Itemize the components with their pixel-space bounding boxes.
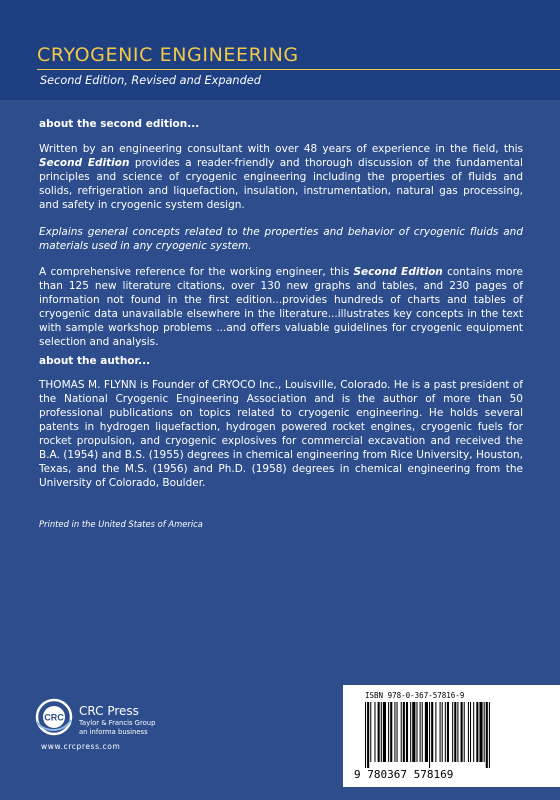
barcode-bar	[454, 702, 456, 762]
barcode-bar	[425, 702, 428, 762]
barcode-bar	[476, 702, 478, 762]
isbn-label: ISBN 978-0-367-57816-9	[365, 691, 465, 700]
barcode-bar	[422, 702, 423, 762]
barcode-bar	[381, 702, 382, 762]
barcode-bar	[473, 702, 474, 762]
author-bio-text: THOMAS M. FLYNN is Founder of CRYOCO Inc., Louisville, Colorado. He is a past president of the National Cryogenic Engineering Association and is the author of more than 50 professional publications on topics related to cryogenic engineering. He holds several patents in hydrogen liquefaction, hydrogen powered rocket engines, cryogenic fuels for rocket propulsion, and cryogenic explosives for commercial excavation and received the B.A. (1954) and B.S. (1955) degrees in chemical engineering from Rice University, Houston, Texas, and the M.S. (1956) and Ph.D. (1958) degrees in chemical engineering from the University of Colorado, Boulder.	[39, 379, 523, 489]
barcode-bar	[445, 702, 446, 762]
barcode-bar	[394, 702, 395, 762]
barcode-bar	[374, 702, 375, 762]
publisher-url: www.crcpress.com	[41, 742, 121, 751]
printed-in-note: Printed in the United States of America	[39, 519, 203, 529]
barcode-bar	[370, 702, 371, 762]
barcode-bars	[363, 702, 545, 768]
barcode-bar	[447, 702, 449, 762]
barcode-bar	[470, 702, 471, 762]
barcode-bar	[440, 702, 441, 762]
publisher-name: CRC Press	[79, 704, 139, 718]
barcode-bar	[464, 702, 465, 762]
barcode-bar	[403, 702, 405, 762]
barcode-bar	[420, 702, 421, 762]
barcode-bar	[431, 702, 433, 762]
barcode-bar	[442, 702, 443, 762]
book-title: CRYOGENIC ENGINEERING	[37, 44, 299, 66]
barcode-panel	[343, 685, 560, 787]
barcode-bar	[489, 702, 490, 768]
about-edition-paragraph-3	[39, 265, 523, 349]
crc-press-logo-icon	[33, 696, 75, 738]
barcode-bar	[461, 702, 463, 762]
barcode-bar	[390, 702, 392, 762]
barcode-bar	[457, 702, 458, 762]
barcode-bar	[383, 702, 386, 762]
publisher-line-2: an informa business	[79, 728, 148, 736]
barcode-bar	[468, 702, 469, 762]
barcode-bar	[412, 702, 415, 762]
title-rule	[37, 69, 560, 70]
para1-emphasis: Second Edition	[39, 157, 130, 169]
barcode-bar	[406, 702, 408, 762]
barcode-bar	[367, 702, 369, 768]
para3-text-a: A comprehensive reference for the working engineer, this	[39, 266, 354, 278]
para3-emphasis: Second Edition	[353, 266, 443, 278]
barcode-bar	[429, 702, 430, 768]
para2-text: Explains general concepts related to the properties and behavior of cryogenic fluids and materials used in any cryogenic system.	[39, 226, 523, 252]
barcode-digits: 9 780367 578169	[354, 768, 454, 781]
para1-text-b: provides a reader-friendly and thorough discussion of the fundamental principles and science of cryogenic engineering including the properties of fluids and solids, refrigeration and liquefaction, insulation, instrumentation, natural gas processing, and safety in cryogenic system design.	[39, 157, 523, 211]
about-edition-paragraph-1	[39, 142, 523, 212]
barcode-bar	[365, 702, 366, 768]
barcode-bar	[416, 702, 417, 762]
para3-text-b: contains more than 125 new literature citations, over 130 new graphs and tables, and 230 pages of information not found in the first edition...provides hundreds of charts and tables of cryogenic data unavailable elsewhere in the literature...illustrates key concepts in the text with sample workshop problems ...and offers valuable guidelines for cryogenic equipment selection and analysis.	[39, 266, 523, 348]
barcode-bar	[479, 702, 482, 762]
about-author-heading: about the author...	[39, 355, 151, 367]
about-edition-heading: about the second edition...	[39, 118, 200, 130]
logo-text: CRC	[44, 712, 64, 723]
barcode-bar	[397, 702, 398, 762]
barcode-bar	[401, 702, 402, 762]
about-edition-paragraph-2	[39, 225, 523, 253]
barcode-bar	[410, 702, 411, 762]
book-subtitle: Second Edition, Revised and Expanded	[40, 74, 261, 87]
about-author-paragraph	[39, 378, 523, 490]
publisher-block	[33, 696, 233, 766]
publisher-line-1: Taylor & Francis Group	[79, 719, 156, 727]
barcode-bar	[452, 702, 453, 762]
barcode-bar	[486, 702, 488, 768]
barcode-bar	[388, 702, 389, 762]
para1-text-a: Written by an engineering consultant with over 48 years of experience in the field, this	[39, 143, 523, 155]
barcode-bar	[435, 702, 436, 762]
barcode-bar	[378, 702, 380, 762]
barcode-bar	[484, 702, 485, 762]
